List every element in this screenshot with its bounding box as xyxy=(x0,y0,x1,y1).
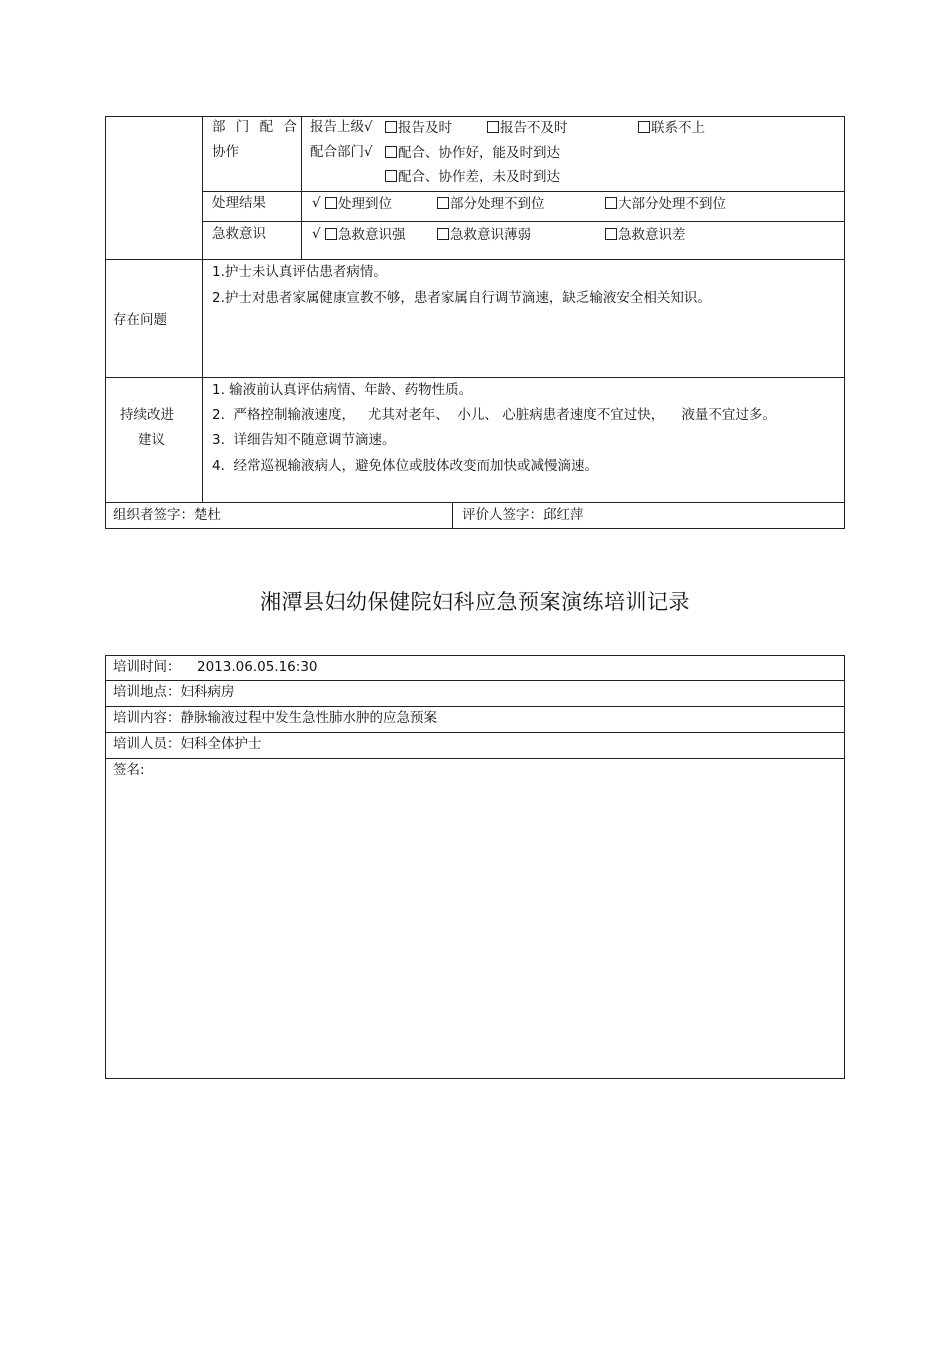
improvement-item: 3. 详细告知不随意调节滴速。 xyxy=(212,432,396,448)
result-option-partial: 部分处理不到位 xyxy=(437,197,545,212)
checkbox-icon xyxy=(385,146,397,158)
coop-option-poor: 配合、协作差，未及时到达 xyxy=(385,170,560,185)
first-aid-label: 急救意识 xyxy=(212,226,266,242)
checkbox-icon xyxy=(638,121,650,133)
coop-option-good: 配合、协作好，能及时到达 xyxy=(385,146,560,161)
training-time-value: 2013.06.05.16:30 xyxy=(197,659,318,675)
checkbox-icon xyxy=(437,228,449,240)
problem-item: 2.护士对患者家属健康宣教不够，患者家属自行调节滴速，缺乏输液安全相关知识。 xyxy=(212,290,711,306)
page-title: 湘潭县妇幼保健院妇科应急预案演练培训记录 xyxy=(260,590,690,614)
result-label: 处理结果 xyxy=(212,195,266,211)
organizer-signature: 组织者签字：楚杜 xyxy=(113,507,221,523)
report-superior-prefix: 报告上级√ xyxy=(310,119,373,135)
first-aid-option-weak: 急救意识薄弱 xyxy=(437,228,531,243)
checkbox-icon xyxy=(605,197,617,209)
signature-field-label: 签名: xyxy=(113,762,145,778)
improvement-item: 2. 严格控制输液速度， 尤其对老年、 小儿、 心脏病患者速度不宜过快， 液量不宜过多。 xyxy=(212,407,776,423)
checkbox-icon xyxy=(437,197,449,209)
checkbox-icon xyxy=(385,170,397,182)
evaluator-signature: 评价人签字：邱红萍 xyxy=(462,507,584,523)
checkbox-icon xyxy=(325,228,337,240)
result-check-mark: √ xyxy=(312,195,321,211)
dept-coordination-label-line1: 部 门 配 合 xyxy=(212,119,300,135)
first-aid-option-strong: 急救意识强 xyxy=(325,228,406,243)
first-aid-option-poor: 急救意识差 xyxy=(605,228,686,243)
checkbox-icon xyxy=(385,121,397,133)
coop-dept-prefix: 配合部门√ xyxy=(310,144,373,160)
problems-label: 存在问题 xyxy=(113,312,167,328)
checkbox-icon xyxy=(325,197,337,209)
dept-coordination-label-line2: 协作 xyxy=(212,144,239,160)
checkbox-icon xyxy=(605,228,617,240)
improvement-label-line1: 持续改进 xyxy=(120,407,174,423)
first-aid-check-mark: √ xyxy=(312,226,321,242)
result-option-handled: 处理到位 xyxy=(325,197,392,212)
training-place: 培训地点：妇科病房 xyxy=(113,684,235,700)
result-option-mostly-not: 大部分处理不到位 xyxy=(605,197,726,212)
report-option-late: 报告不及时 xyxy=(487,121,568,136)
training-time-label: 培训时间： xyxy=(113,659,181,675)
training-staff: 培训人员：妇科全体护士 xyxy=(113,736,262,752)
report-option-unreachable: 联系不上 xyxy=(638,121,705,136)
improvement-label-line2: 建议 xyxy=(138,432,165,448)
training-content: 培训内容：静脉输液过程中发生急性肺水肿的应急预案 xyxy=(113,710,437,726)
improvement-item: 1. 输液前认真评估病情、年龄、药物性质。 xyxy=(212,382,473,398)
report-option-timely: 报告及时 xyxy=(385,121,452,136)
problem-item: 1.护士未认真评估患者病情。 xyxy=(212,264,387,280)
improvement-item: 4. 经常巡视输液病人，避免体位或肢体改变而加快或减慢滴速。 xyxy=(212,458,598,474)
checkbox-icon xyxy=(487,121,499,133)
